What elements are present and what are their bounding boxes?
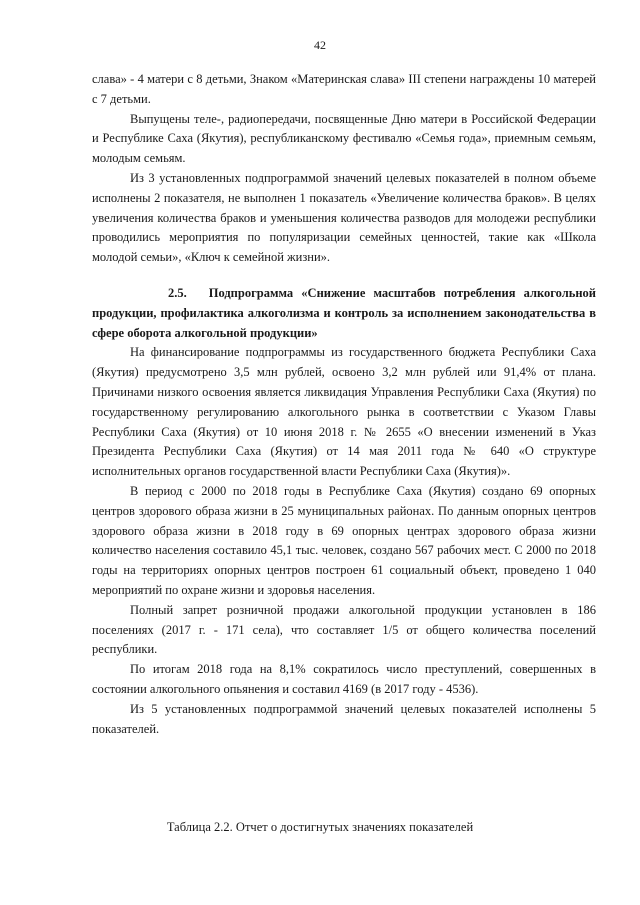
table-caption: Таблица 2.2. Отчет о достигнутых значениях показателей bbox=[166, 820, 474, 834]
paragraph: Полный запрет розничной продажи алкогольной продукции установлен в 186 поселениях (2017 г. - 171 села), что составляет 1/5 от общего количества поселений республики. bbox=[92, 602, 596, 657]
section-title: Подпрограмма «Снижение масштабов потребления алкогольной продукции, профилактика алкоголизма и контроль за исполнением законодательства в сфере оборота алкогольной продукции» bbox=[92, 285, 596, 340]
section-heading bbox=[92, 284, 596, 343]
paragraph: Из 3 установленных подпрограммой значений целевых показателей в полном объеме исполнены 2 показателя, не выполнен 1 показатель «Увеличение количества браков». В целях увеличения количества браков и уменьшения количества разводов для молодежи республики проводились мероприятия по популяризации семейных ценностей, такие как «Школа молодой семьи», «Ключ к семейной жизни». bbox=[92, 170, 596, 265]
document-body bbox=[92, 70, 596, 739]
paragraph: В период с 2000 по 2018 годы в Республике Саха (Якутия) создано 69 опорных центров здорового образа жизни в 25 муниципальных районах. По данным опорных центров здорового образа жизни в 2018 году в 69 опорных центрах здорового образа жизни количество населения составило 45,1 тыс. человек, создано 567 рабочих мест. С 2000 по 2018 годы на территориях опорных центров построен 61 социальный объект, проведено 1 040 мероприятий по охране жизни и здоровья населения. bbox=[92, 483, 596, 597]
page-number: 42 bbox=[314, 38, 326, 52]
paragraph: По итогам 2018 года на 8,1% сократилось число преступлений, совершенных в состоянии алкогольного опьянения и составил 4169 (в 2017 году - 4536). bbox=[92, 662, 596, 696]
paragraph: слава» - 4 матери с 8 детьми, Знаком «Материнская слава» III степени награждены 10 матерей с 7 детьми. bbox=[92, 72, 596, 106]
paragraph: На финансирование подпрограммы из государственного бюджета Республики Саха (Якутия) предусмотрено 3,5 млн рублей, освоено 3,2 млн рублей или 91,4% от плана. Причинами низкого освоения является ликвидация Управления Республики Саха (Якутия) по государственному регулированию алкогольного рынка в соответствии с Указом Главы Республики Саха (Якутия) от 10 июня 2018 г. № 2655 «О внесении изменений в Указ Президента Республики Саха (Якутия) от 14 мая 2011 года № 640 «О структуре исполнительных органов государственной власти Республики Саха (Якутия)». bbox=[92, 345, 596, 479]
paragraph: Из 5 установленных подпрограммой значений целевых показателей исполнены 5 показателей. bbox=[92, 701, 596, 736]
paragraph: Выпущены теле-, радиопередачи, посвященные Дню матери в Российской Федерации и Республике Саха (Якутия), республиканскому фестивалю «Семья года», приемным семьям, молодым семьям. bbox=[92, 111, 596, 166]
section-number: 2.5. bbox=[168, 285, 187, 300]
